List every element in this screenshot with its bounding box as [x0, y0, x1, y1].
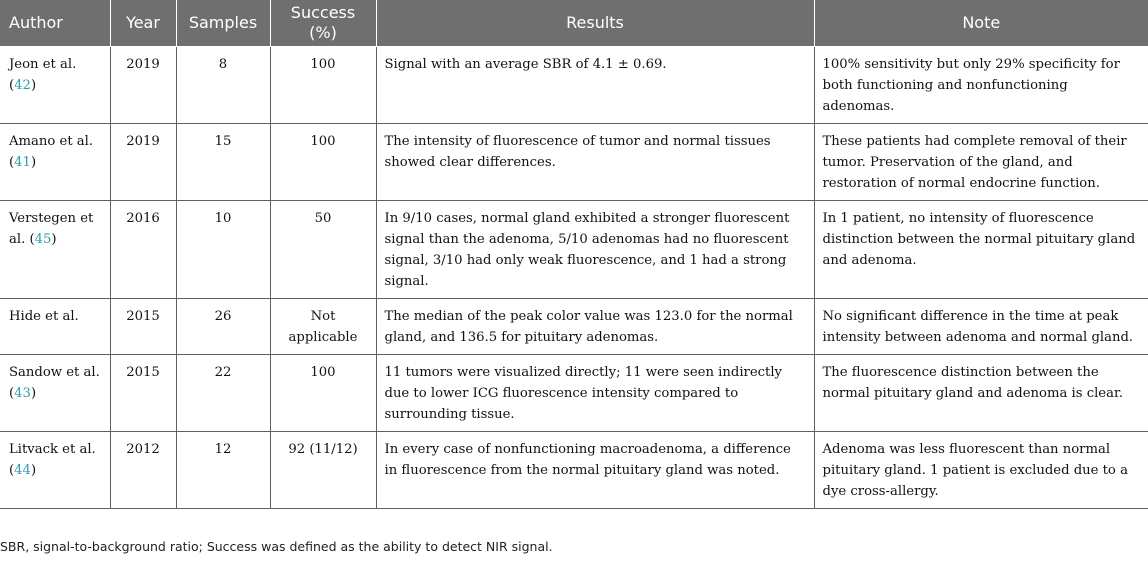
year-cell: 2015	[110, 299, 176, 355]
table-row	[0, 124, 1148, 201]
header-samples: Samples	[176, 0, 270, 47]
table-footnote: SBR, signal-to-background ratio; Success was defined as the ability to detect NIR signal.	[0, 539, 553, 554]
table-body	[0, 47, 1148, 509]
author-cell: Jeon et al. (42)	[0, 47, 110, 124]
header-success	[270, 0, 376, 47]
samples-cell: 8	[176, 47, 270, 124]
author-cell	[0, 299, 110, 355]
author-name: Jeon et al.	[9, 57, 77, 72]
year-cell: 2019	[110, 124, 176, 201]
reference-link[interactable]: 41	[14, 155, 31, 170]
author-cell: Sandow et al. (43)	[0, 355, 110, 432]
success-cell: 100	[270, 355, 376, 432]
results-cell: In every case of nonfunctioning macroadenoma, a difference in fluorescence from the normal pituitary gland was noted.	[376, 432, 814, 509]
author-name: Litvack et al.	[9, 442, 96, 457]
note-cell: The fluorescence distinction between the normal pituitary gland and adenoma is clear.	[814, 355, 1148, 432]
author-name: Amano et al.	[9, 134, 94, 149]
results-cell: In 9/10 cases, normal gland exhibited a stronger fluorescent signal than the adenoma, 5/10 adenomas had no fluorescent signal, 3/10 had only weak fluorescence, and 1 had a strong signal.	[376, 201, 814, 299]
table-row	[0, 47, 1148, 124]
year-cell: 2019	[110, 47, 176, 124]
author-cell: Verstegen et al. (45)	[0, 201, 110, 299]
results-cell: Signal with an average SBR of 4.1 ± 0.69.	[376, 47, 814, 124]
note-cell: Adenoma was less fluorescent than normal pituitary gland. 1 patient is excluded due to a dye cross-allergy.	[814, 432, 1148, 509]
header-success-line2: (%)	[309, 23, 337, 42]
table-row	[0, 201, 1148, 299]
success-cell: 92 (11/12)	[270, 432, 376, 509]
table-row	[0, 355, 1148, 432]
year-cell: 2015	[110, 355, 176, 432]
note-cell: 100% sensitivity but only 29% specificity for both functioning and nonfunctioning adenomas.	[814, 47, 1148, 124]
note-cell: No significant difference in the time at peak intensity between adenoma and normal gland.	[814, 299, 1148, 355]
samples-cell: 10	[176, 201, 270, 299]
reference-link[interactable]: 42	[14, 78, 31, 93]
results-cell: The intensity of fluorescence of tumor and normal tissues showed clear differences.	[376, 124, 814, 201]
samples-cell: 22	[176, 355, 270, 432]
reference-link[interactable]: 43	[14, 386, 31, 401]
samples-cell: 12	[176, 432, 270, 509]
results-cell: 11 tumors were visualized directly; 11 were seen indirectly due to lower ICG fluorescence intensity compared to surrounding tissue.	[376, 355, 814, 432]
year-cell: 2012	[110, 432, 176, 509]
results-cell: The median of the peak color value was 123.0 for the normal gland, and 136.5 for pituitary adenomas.	[376, 299, 814, 355]
success-cell: Not applicable	[270, 299, 376, 355]
table-row	[0, 432, 1148, 509]
header-success-line1: Success	[290, 3, 356, 22]
year-cell: 2016	[110, 201, 176, 299]
note-cell: These patients had complete removal of their tumor. Preservation of the gland, and restoration of normal endocrine function.	[814, 124, 1148, 201]
reference-link[interactable]: 44	[14, 463, 31, 478]
author-cell: Litvack et al. (44)	[0, 432, 110, 509]
table-header-row	[0, 0, 1148, 47]
author-name: Hide et al.	[9, 309, 79, 324]
header-note: Note	[814, 0, 1148, 47]
author-name: Sandow et al.	[9, 365, 100, 380]
success-cell: 50	[270, 201, 376, 299]
author-cell: Amano et al. (41)	[0, 124, 110, 201]
samples-cell: 26	[176, 299, 270, 355]
author-name: Verstegen et al.	[9, 211, 94, 247]
reference-link[interactable]: 45	[34, 232, 52, 247]
samples-cell: 15	[176, 124, 270, 201]
note-cell: In 1 patient, no intensity of fluorescence distinction between the normal pituitary gland and adenoma.	[814, 201, 1148, 299]
success-cell: 100	[270, 47, 376, 124]
success-cell: 100	[270, 124, 376, 201]
table-row	[0, 299, 1148, 355]
header-author: Author	[0, 0, 110, 47]
header-year: Year	[110, 0, 176, 47]
header-results: Results	[376, 0, 814, 47]
